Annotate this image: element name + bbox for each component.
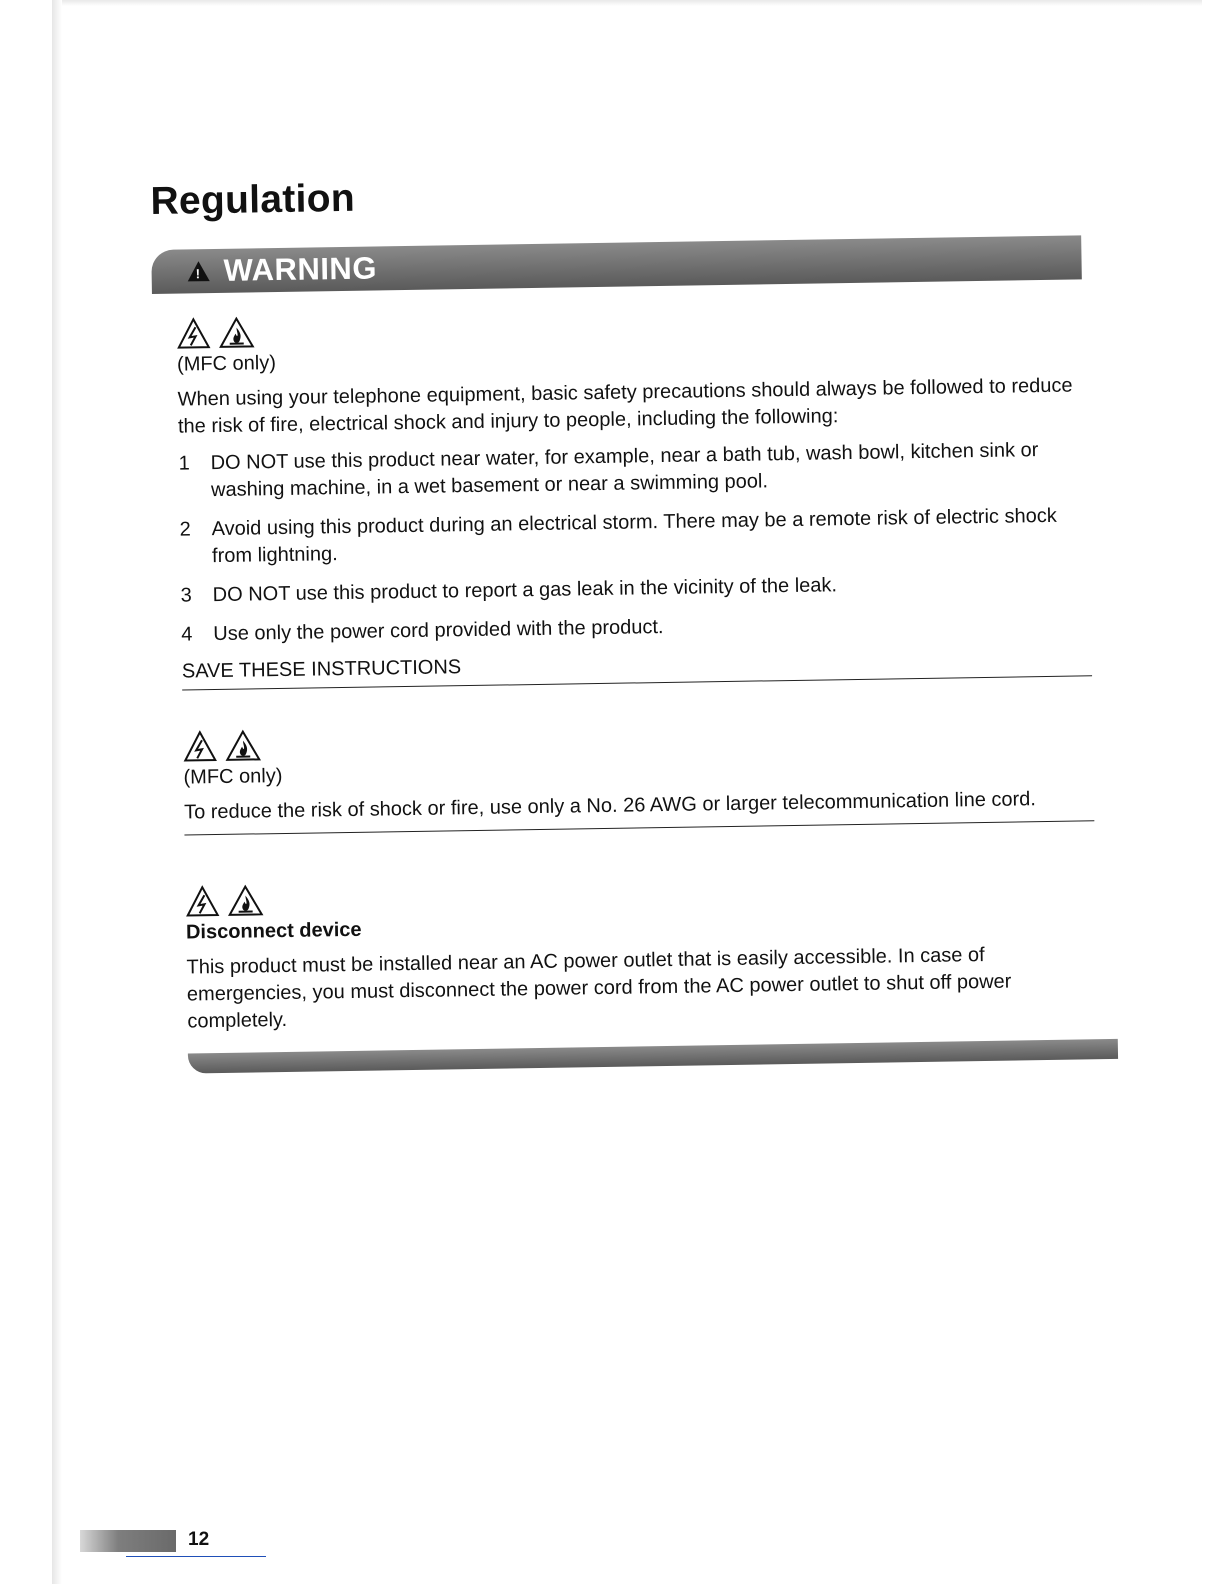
fire-hazard-icon	[218, 316, 254, 349]
list-item	[181, 607, 1091, 648]
save-instructions: SAVE THESE INSTRUCTIONS	[182, 646, 1092, 690]
list-item-number: 1	[178, 452, 190, 475]
list-item-text: DO NOT use this product near water, for example, near a bath tub, wash bowl, kitchen sink or washing machine, in a wet basement or near a swimming pool.	[210, 439, 1039, 502]
list-item	[179, 502, 1090, 570]
list-item-text: DO NOT use this product to report a gas leak in the vicinity of the leak.	[212, 574, 838, 607]
fire-hazard-icon	[227, 884, 263, 917]
page-top-edge	[52, 0, 1202, 6]
list-item-text: Avoid using this product during an electrical storm. There may be a remote risk of electric shock from lightning.	[211, 504, 1057, 568]
page-content	[150, 155, 1124, 1074]
warning-triangle-icon	[187, 261, 209, 281]
warning-label: WARNING	[223, 250, 378, 288]
safety-section-line-cord	[159, 712, 1095, 836]
list-item-number: 3	[180, 584, 192, 607]
footer-underline	[126, 1556, 266, 1557]
warning-banner	[151, 235, 1082, 294]
line-cord-text: To reduce the risk of shock or fire, use only a No. 26 AWG or larger telecommunication line cord.	[184, 785, 1094, 835]
list-item	[178, 436, 1089, 504]
list-item-number: 4	[181, 623, 193, 646]
disconnect-device-text: This product must be installed near an AC power outlet that is easily accessible. In case of emergencies, you must disconnect the power cord from the AC power outlet to shut off power completely.	[186, 943, 1012, 1033]
list-item-text: Use only the power cord provided with the product.	[213, 615, 664, 646]
safety-intro: When using your telephone equipment, basic safety precautions should always be followed to reduce the risk of fire, electrical shock and injury to people, including the following:	[177, 374, 1073, 438]
disconnect-device-heading: Disconnect device	[185, 918, 362, 944]
page-footer-bar	[80, 1530, 176, 1552]
list-item	[180, 568, 1090, 609]
fire-hazard-icon	[225, 729, 261, 762]
electric-shock-icon	[176, 317, 210, 350]
page-binding-edge	[52, 0, 62, 1584]
page-number: 12	[188, 1529, 210, 1550]
electric-shock-icon	[183, 730, 217, 763]
safety-section-general	[152, 299, 1092, 691]
mfc-only-note: (MFC only)	[176, 352, 277, 376]
page-title: Regulation	[150, 176, 356, 223]
mfc-only-note: (MFC only)	[183, 764, 283, 789]
safety-section-disconnect	[161, 867, 1097, 1036]
warning-footer-band	[188, 1039, 1118, 1074]
safety-list	[178, 436, 1091, 648]
electric-shock-icon	[185, 885, 219, 918]
list-item-number: 2	[179, 518, 191, 541]
